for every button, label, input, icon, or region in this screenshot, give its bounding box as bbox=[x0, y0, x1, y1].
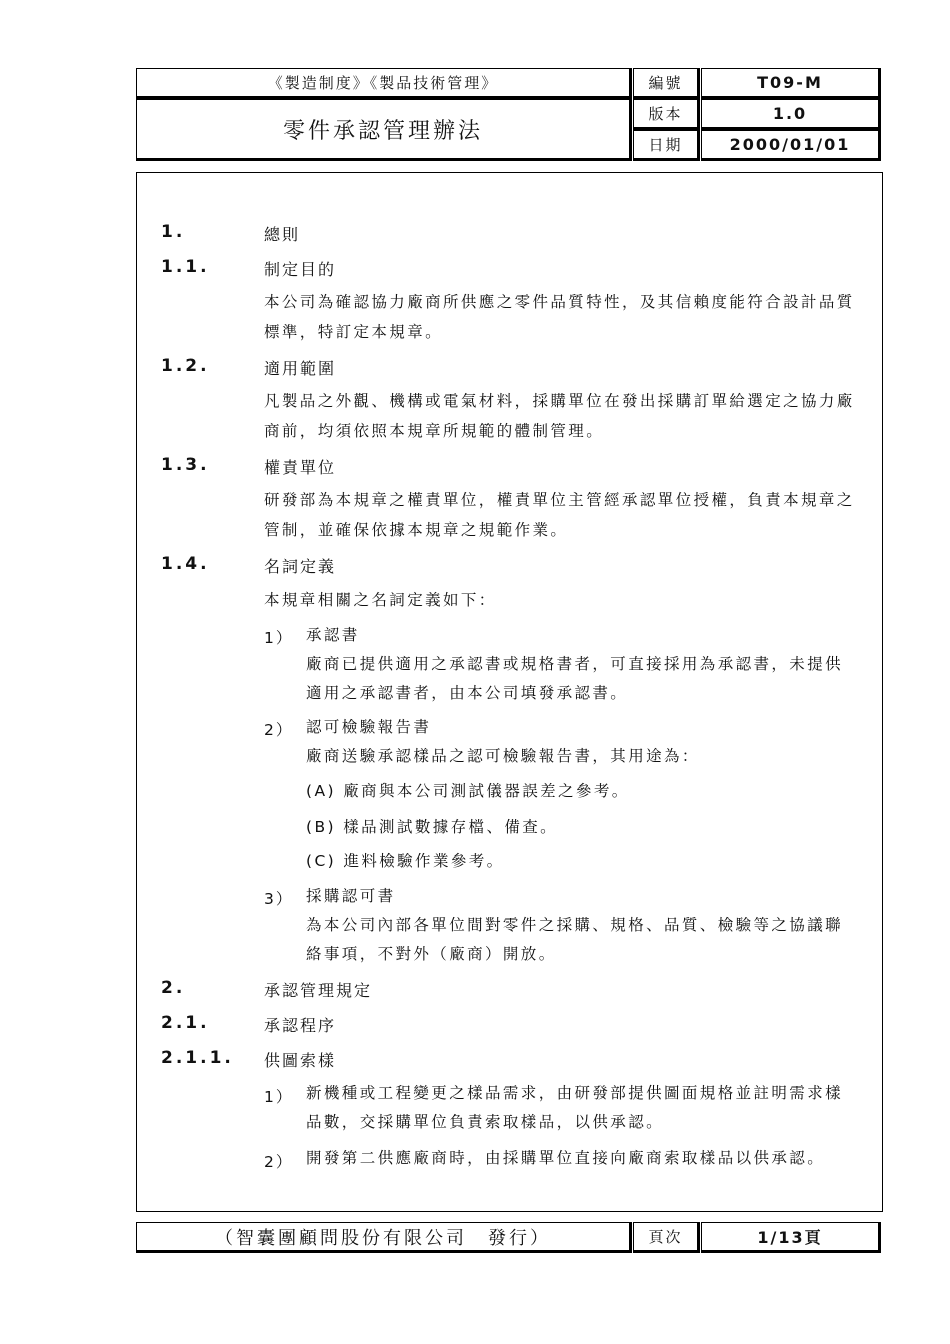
section-1-1-text: 本公司為確認協力廠商所供應之零件品質特性，及其信賴度能符合設計品質標準，特訂定本規章。 bbox=[264, 293, 855, 341]
code-value-cell bbox=[701, 68, 881, 99]
section-1-title: 總則 bbox=[264, 225, 301, 244]
header-title-cell bbox=[136, 99, 632, 161]
definition-2-sub-b: (B) 樣品測試數據存檔、備查。 bbox=[306, 818, 559, 836]
footer-issuer: （智囊團顧問股份有限公司 發行） bbox=[215, 1227, 551, 1249]
sample-step-2-number: 2） bbox=[264, 1153, 294, 1171]
section-1-4-title: 名詞定義 bbox=[264, 557, 337, 576]
sample-step-1-text: 新機種或工程變更之樣品需求，由研發部提供圖面規格並註明需求樣品數，交採購單位負責索取樣品，以供承認。 bbox=[306, 1084, 844, 1131]
section-1-2-title: 適用範圍 bbox=[264, 359, 337, 378]
section-1-2-text: 凡製品之外觀、機構或電氣材料，採購單位在發出採購訂單給選定之協力廠商前，均須依照本規章所規範的體制管理。 bbox=[264, 392, 855, 440]
definition-1-title: 承認書 bbox=[306, 626, 360, 644]
definition-2-sub-a: (A) 廠商與本公司測試儀器誤差之參考。 bbox=[306, 782, 630, 800]
date-value: 2000/01/01 bbox=[729, 135, 851, 154]
definition-3-number: 3） bbox=[264, 890, 294, 908]
sample-step-2-text: 開發第二供應廠商時，由採購單位直接向廠商索取樣品以供承認。 bbox=[306, 1149, 826, 1167]
document-title: 零件承認管理辦法 bbox=[282, 118, 483, 144]
section-1-3-text: 研發部為本規章之權責單位，權責單位主管經承認單位授權，負責本規章之管制，並確保依據本規章之規範作業。 bbox=[264, 491, 855, 539]
page-label: 頁次 bbox=[648, 1228, 683, 1246]
definition-2-title: 認可檢驗報告書 bbox=[306, 718, 432, 736]
code-label-cell bbox=[633, 68, 700, 99]
definition-1-number: 1） bbox=[264, 629, 294, 647]
section-1-3-number: 1.3. bbox=[161, 455, 210, 475]
section-1-3-title: 權責單位 bbox=[264, 458, 337, 477]
section-2-1-1-title: 供圖索樣 bbox=[264, 1051, 337, 1070]
section-1-4-intro: 本規章相關之名詞定義如下： bbox=[264, 591, 497, 609]
header-series: 《製造制度》《製品技術管理》 bbox=[267, 74, 499, 92]
page-label-cell bbox=[633, 1222, 700, 1253]
footer-issuer-cell bbox=[136, 1222, 632, 1253]
definition-2-text: 廠商送驗承認樣品之認可檢驗報告書，其用途為： bbox=[306, 747, 700, 765]
date-value-cell bbox=[701, 130, 881, 161]
section-2-1-title: 承認程序 bbox=[264, 1016, 337, 1035]
version-label: 版本 bbox=[648, 105, 683, 123]
sample-step-1-number: 1） bbox=[264, 1088, 294, 1106]
section-1-1-title: 制定目的 bbox=[264, 260, 337, 279]
code-value: T09-M bbox=[757, 73, 823, 92]
definition-2-number: 2） bbox=[264, 721, 294, 739]
section-2-title: 承認管理規定 bbox=[264, 981, 373, 1000]
date-label-cell bbox=[633, 130, 700, 161]
version-value: 1.0 bbox=[772, 104, 808, 123]
section-1-number: 1. bbox=[161, 222, 186, 242]
definition-3-text: 為本公司內部各單位間對零件之採購、規格、品質、檢驗等之協議聯絡事項，不對外（廠商）開放。 bbox=[306, 916, 844, 963]
date-label: 日期 bbox=[648, 136, 683, 154]
definition-1-text: 廠商已提供適用之承認書或規格書者，可直接採用為承認書，未提供適用之承認書者，由本公司填發承認書。 bbox=[306, 655, 844, 702]
version-label-cell bbox=[633, 99, 700, 130]
code-label: 編號 bbox=[648, 74, 683, 92]
version-value-cell bbox=[701, 99, 881, 130]
header-series-cell bbox=[136, 68, 632, 99]
section-1-4-number: 1.4. bbox=[161, 554, 210, 574]
section-2-number: 2. bbox=[161, 978, 186, 998]
page-value-cell bbox=[701, 1222, 881, 1253]
page-number: 1/13頁 bbox=[757, 1228, 823, 1247]
section-1-1-number: 1.1. bbox=[161, 257, 210, 277]
definition-2-sub-c: (C) 進料檢驗作業參考。 bbox=[306, 852, 505, 870]
section-2-1-1-number: 2.1.1. bbox=[161, 1048, 234, 1068]
section-2-1-number: 2.1. bbox=[161, 1013, 210, 1033]
section-1-2-number: 1.2. bbox=[161, 356, 210, 376]
definition-3-title: 採購認可書 bbox=[306, 887, 396, 905]
